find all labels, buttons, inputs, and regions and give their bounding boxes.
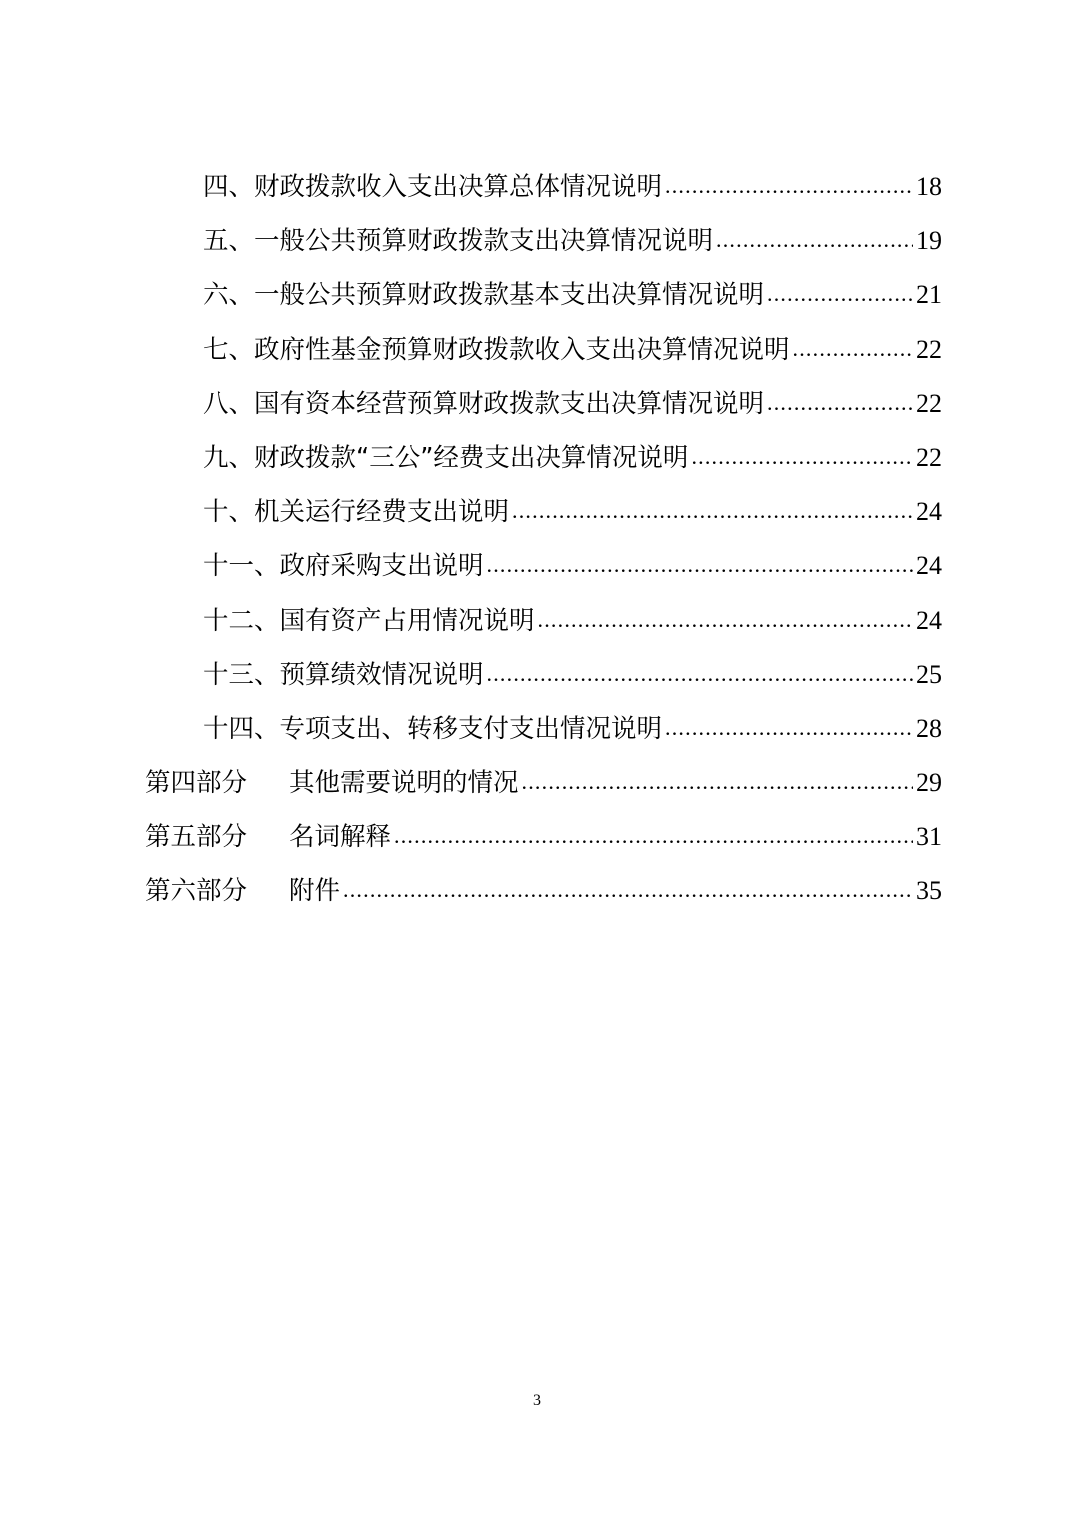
toc-entry-page: 24 [916,605,942,635]
toc-entry[interactable] [145,214,942,268]
toc-part-page: 29 [916,768,942,798]
toc-dot-leader [487,538,913,592]
toc-entry-page: 24 [916,551,942,581]
toc-dot-leader [512,484,913,538]
toc-entry-page: 18 [916,172,942,201]
toc-entry[interactable] [145,431,942,485]
toc-entry-title: 四、财政拨款收入支出决算总体情况说明 [203,172,663,202]
toc-entry[interactable] [145,485,942,539]
toc-part-page: 31 [916,822,942,852]
toc-dot-leader [691,430,913,484]
toc-entry-title: 十二、国有资产占用情况说明 [203,605,535,636]
toc-entry-page: 24 [916,497,942,527]
toc-entry-page: 22 [916,388,942,418]
toc-part-label: 第四部分 [145,768,248,799]
toc-entry-title: 十一、政府采购支出说明 [203,551,484,582]
toc-dot-leader [767,376,913,430]
toc-dot-leader [538,593,913,647]
toc-entry[interactable] [145,539,942,593]
toc-entry-page: 22 [916,442,942,472]
toc-entry-title: 五、一般公共预算财政拨款支出决算情况说明 [203,226,714,257]
toc-dot-leader [522,755,913,809]
toc-entry-page: 19 [916,226,942,256]
toc-entry[interactable] [145,160,942,214]
toc-entry-title: 七、政府性基金预算财政拨款收入支出决算情况说明 [203,334,790,365]
toc-entry[interactable] [145,648,942,702]
toc-entry-title: 六、一般公共预算财政拨款基本支出决算情况说明 [203,280,765,311]
toc-dot-leader [716,213,913,267]
toc-entry-page: 21 [916,280,942,310]
toc-dot-leader [767,267,913,321]
toc-part-label: 第五部分 [145,822,248,853]
toc-entry[interactable] [145,323,942,377]
toc-dot-leader [665,701,913,755]
toc-part-entry[interactable] [145,810,942,864]
toc-entry[interactable] [145,702,942,756]
toc-dot-leader [665,159,913,213]
toc-part-title: 附件 [289,876,341,907]
toc-part-entry[interactable] [145,864,942,918]
toc-entry-title: 九、财政拨款“三公”经费支出决算情况说明 [203,442,689,473]
toc-entry-page: 25 [916,659,942,689]
toc-part-title: 其他需要说明的情况 [289,768,519,799]
toc-dot-leader [793,322,913,376]
toc-entry-title: 八、国有资本经营预算财政拨款支出决算情况说明 [203,388,765,419]
page-number: 3 [533,1392,541,1409]
toc-entry[interactable] [145,268,942,322]
toc-entry-title: 十四、专项支出、转移支付支出情况说明 [203,713,663,744]
toc-part-label: 第六部分 [145,876,248,907]
toc-entry-title: 十三、预算绩效情况说明 [203,659,484,690]
toc-dot-leader [394,809,913,863]
toc-dot-leader [343,863,913,917]
toc-part-title: 名词解释 [289,822,392,853]
toc-entry-page: 28 [916,713,942,743]
toc-entry-title: 十、机关运行经费支出说明 [203,497,510,528]
toc-part-page: 35 [916,876,942,906]
toc-part-entry[interactable] [145,756,942,810]
toc-entry[interactable] [145,377,942,431]
toc-dot-leader [487,647,913,701]
table-of-contents [145,160,942,919]
toc-entry[interactable] [145,594,942,648]
toc-entry-page: 22 [916,334,942,364]
